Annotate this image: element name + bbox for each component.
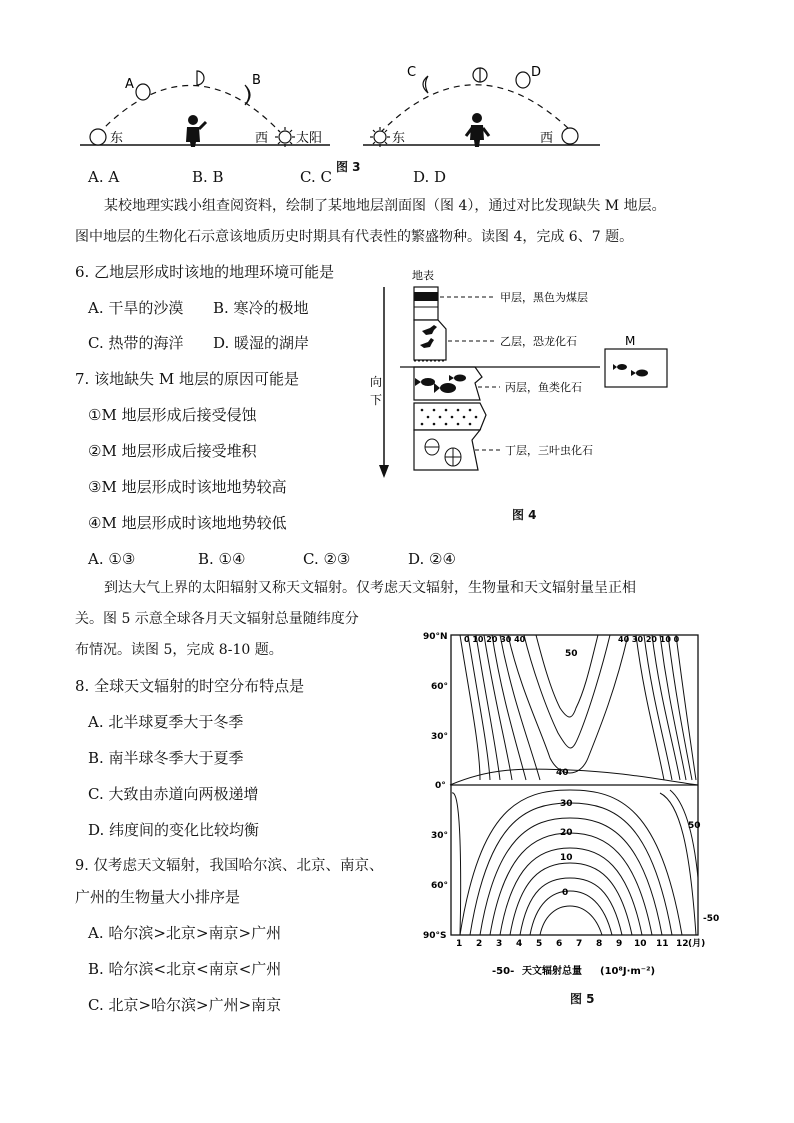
sun-icon: [275, 127, 295, 147]
fig5-ytick: 60°: [431, 881, 449, 891]
q9-stem-line-1: 9. 仅考虑天文辐射，我国哈尔滨、北京、南京、: [75, 858, 384, 874]
q9-option-a: A. 哈尔滨>北京>南京>广州: [88, 924, 282, 942]
fig5-ytick: 0°: [435, 781, 446, 791]
moon-d-icon: [516, 72, 530, 88]
fig4-surface-label: 地表: [412, 269, 434, 282]
q5-option-d: D. D: [413, 168, 447, 186]
q7-item-1: ①M 地层形成后接受侵蚀: [88, 406, 257, 424]
fig5-xtick: 8: [596, 939, 603, 949]
observer-icon: [186, 115, 206, 147]
fig5-xtick: 2: [476, 939, 483, 949]
fig5-legend-unit: (10⁸J·m⁻²): [600, 966, 656, 977]
moon-half-icon: [197, 71, 204, 85]
fig5-ytick: 30°: [431, 732, 449, 742]
intro-8-10-line-2: 关。图 5 示意全球各月天文辐射总量随纬度分: [75, 611, 359, 627]
fig4-layer-yi: 乙层，恐龙化石: [500, 335, 577, 348]
moon-c-icon: [423, 76, 428, 93]
label-west-right: 西: [540, 131, 554, 146]
q7-item-2: ②M 地层形成后接受堆积: [88, 442, 257, 460]
fig5-xtick: 6: [556, 939, 563, 949]
label-c: C: [407, 65, 417, 80]
q7-stem: 7. 该地缺失 M 地层的原因可能是: [75, 370, 299, 388]
coal-seam: [414, 292, 438, 301]
q6-option-a: A. 干旱的沙漠: [88, 299, 184, 317]
fig5-xtick: 1: [456, 939, 463, 949]
q9-option-b: B. 哈尔滨<北京<南京<广州: [88, 960, 282, 978]
fig4-down-char-2: 下: [370, 393, 383, 407]
fig4-layer-jia: 甲层，黑色为煤层: [500, 291, 588, 304]
fig5-ytick: 90°S: [423, 931, 447, 941]
contour-label: 40: [556, 768, 569, 778]
fig4-layer-bing: 丙层，鱼类化石: [505, 381, 582, 394]
fig5-xtick: 10: [634, 939, 647, 949]
label-b: B: [252, 73, 261, 88]
q6-option-c: C. 热带的海洋: [88, 334, 184, 352]
moon-half-right-icon: [473, 68, 480, 82]
moon-b-icon: [245, 85, 250, 105]
label-east-left: 东: [110, 131, 124, 146]
fig5-xtick: 7: [576, 939, 583, 949]
fig5-ytick: 30°: [431, 831, 449, 841]
fig5-xtick: 11: [656, 939, 669, 949]
figure-4: [360, 265, 690, 480]
top-labels-right: 40 30 20 10 0: [618, 635, 680, 644]
contour-label: 50: [688, 821, 701, 831]
q7-option-b: B. ①④: [198, 550, 246, 568]
figure-5: [420, 628, 730, 983]
fig4-m-label: M: [625, 334, 636, 348]
fig5-xtick: 3: [496, 939, 503, 949]
fig4-caption: 图 4: [512, 508, 537, 522]
down-arrow-head: [379, 465, 389, 478]
fig5-xtick: 5: [536, 939, 543, 949]
fig5-ytick: 90°N: [423, 632, 448, 642]
moon-a-icon: [136, 84, 150, 100]
fig5-xtick: 9: [616, 939, 623, 949]
q7-option-d: D. ②④: [408, 550, 456, 568]
intro-6-7-line-2: 图中地层的生物化石示意该地质历史时期具有代表性的繁盛物种。读图 4，完成 6、7 题。: [75, 229, 634, 245]
top-labels-left: 0 10 20 30 40: [464, 635, 526, 644]
observer-right-icon: [466, 113, 489, 147]
q6-stem: 6. 乙地层形成时该地的地理环境可能是: [75, 263, 335, 281]
intro-8-10-line-1: 到达大气上界的太阳辐射又称天文辐射。仅考虑天文辐射，生物量和天文辐射量呈正相: [104, 580, 636, 596]
intro-8-10-line-3: 布情况。读图 5，完成 8-10 题。: [75, 642, 283, 658]
fig5-x-unit: (月): [688, 939, 706, 949]
figure-3: [80, 58, 640, 158]
contour-label: 20: [560, 828, 573, 838]
q6-option-b: B. 寒冷的极地: [213, 299, 309, 317]
stratum-ding: [414, 430, 480, 470]
q8-option-c: C. 大致由赤道向两极递增: [88, 785, 259, 803]
q5-option-a: A. A: [88, 168, 120, 186]
contour-label: 0: [562, 888, 569, 898]
q5-option-c: C. C: [300, 168, 332, 186]
label-sun: 太阳: [296, 131, 323, 146]
fig5-caption: 图 5: [570, 992, 595, 1006]
moon-half-right-outline: [480, 68, 487, 82]
fig5-xtick: 12: [676, 939, 689, 949]
fig5-x-axis: [456, 938, 705, 949]
fig3-caption: 图 3: [336, 160, 361, 174]
intro-6-7-line-1: 某校地理实践小组查阅资料，绘制了某地地层剖面图（图 4），通过对比发现缺失 M 地层。: [104, 198, 666, 214]
q7-item-3: ③M 地层形成时该地地势较高: [88, 478, 287, 496]
q7-option-a: A. ①③: [88, 550, 136, 568]
contour-label: 30: [560, 799, 573, 809]
q9-option-c: C. 北京>哈尔滨>广州>南京: [88, 996, 282, 1014]
sun-path-arc-left: [98, 85, 280, 134]
moon-east-icon: [90, 129, 106, 145]
fig5-y-axis: [423, 632, 448, 941]
q8-option-d: D. 纬度间的变化比较均衡: [88, 821, 260, 839]
q5-option-b: B. B: [192, 168, 224, 186]
fig5-ytick: 60°: [431, 682, 449, 692]
fig4-layer-ding: 丁层，三叶虫化石: [505, 444, 593, 457]
fig4-down-char-1: 向: [370, 375, 383, 389]
fig5-legend: 天文辐射总量: [522, 966, 582, 977]
q6-option-d: D. 暖湿的湖岸: [213, 334, 310, 352]
contour-label: 50: [565, 649, 578, 659]
q9-stem-line-2: 广州的生物量大小排序是: [75, 888, 241, 906]
q8-option-b: B. 南半球冬季大于夏季: [88, 749, 244, 767]
contour-label: -50: [703, 914, 720, 924]
fig5-legend-prefix: -50-: [492, 966, 515, 977]
label-west-left: 西: [255, 131, 269, 146]
label-east-right: 东: [392, 131, 406, 146]
contour-label: 10: [560, 853, 573, 863]
moon-west-icon: [562, 128, 578, 144]
fig5-xtick: 4: [516, 939, 523, 949]
stratum-jia: [414, 287, 438, 320]
q8-stem: 8. 全球天文辐射的时空分布特点是: [75, 677, 305, 695]
label-d: D: [531, 65, 542, 80]
label-a: A: [125, 77, 134, 92]
q7-option-c: C. ②③: [303, 550, 351, 568]
q7-item-4: ④M 地层形成时该地地势较低: [88, 514, 287, 532]
sun-east-icon: [370, 127, 390, 147]
q8-option-a: A. 北半球夏季大于冬季: [88, 713, 244, 731]
